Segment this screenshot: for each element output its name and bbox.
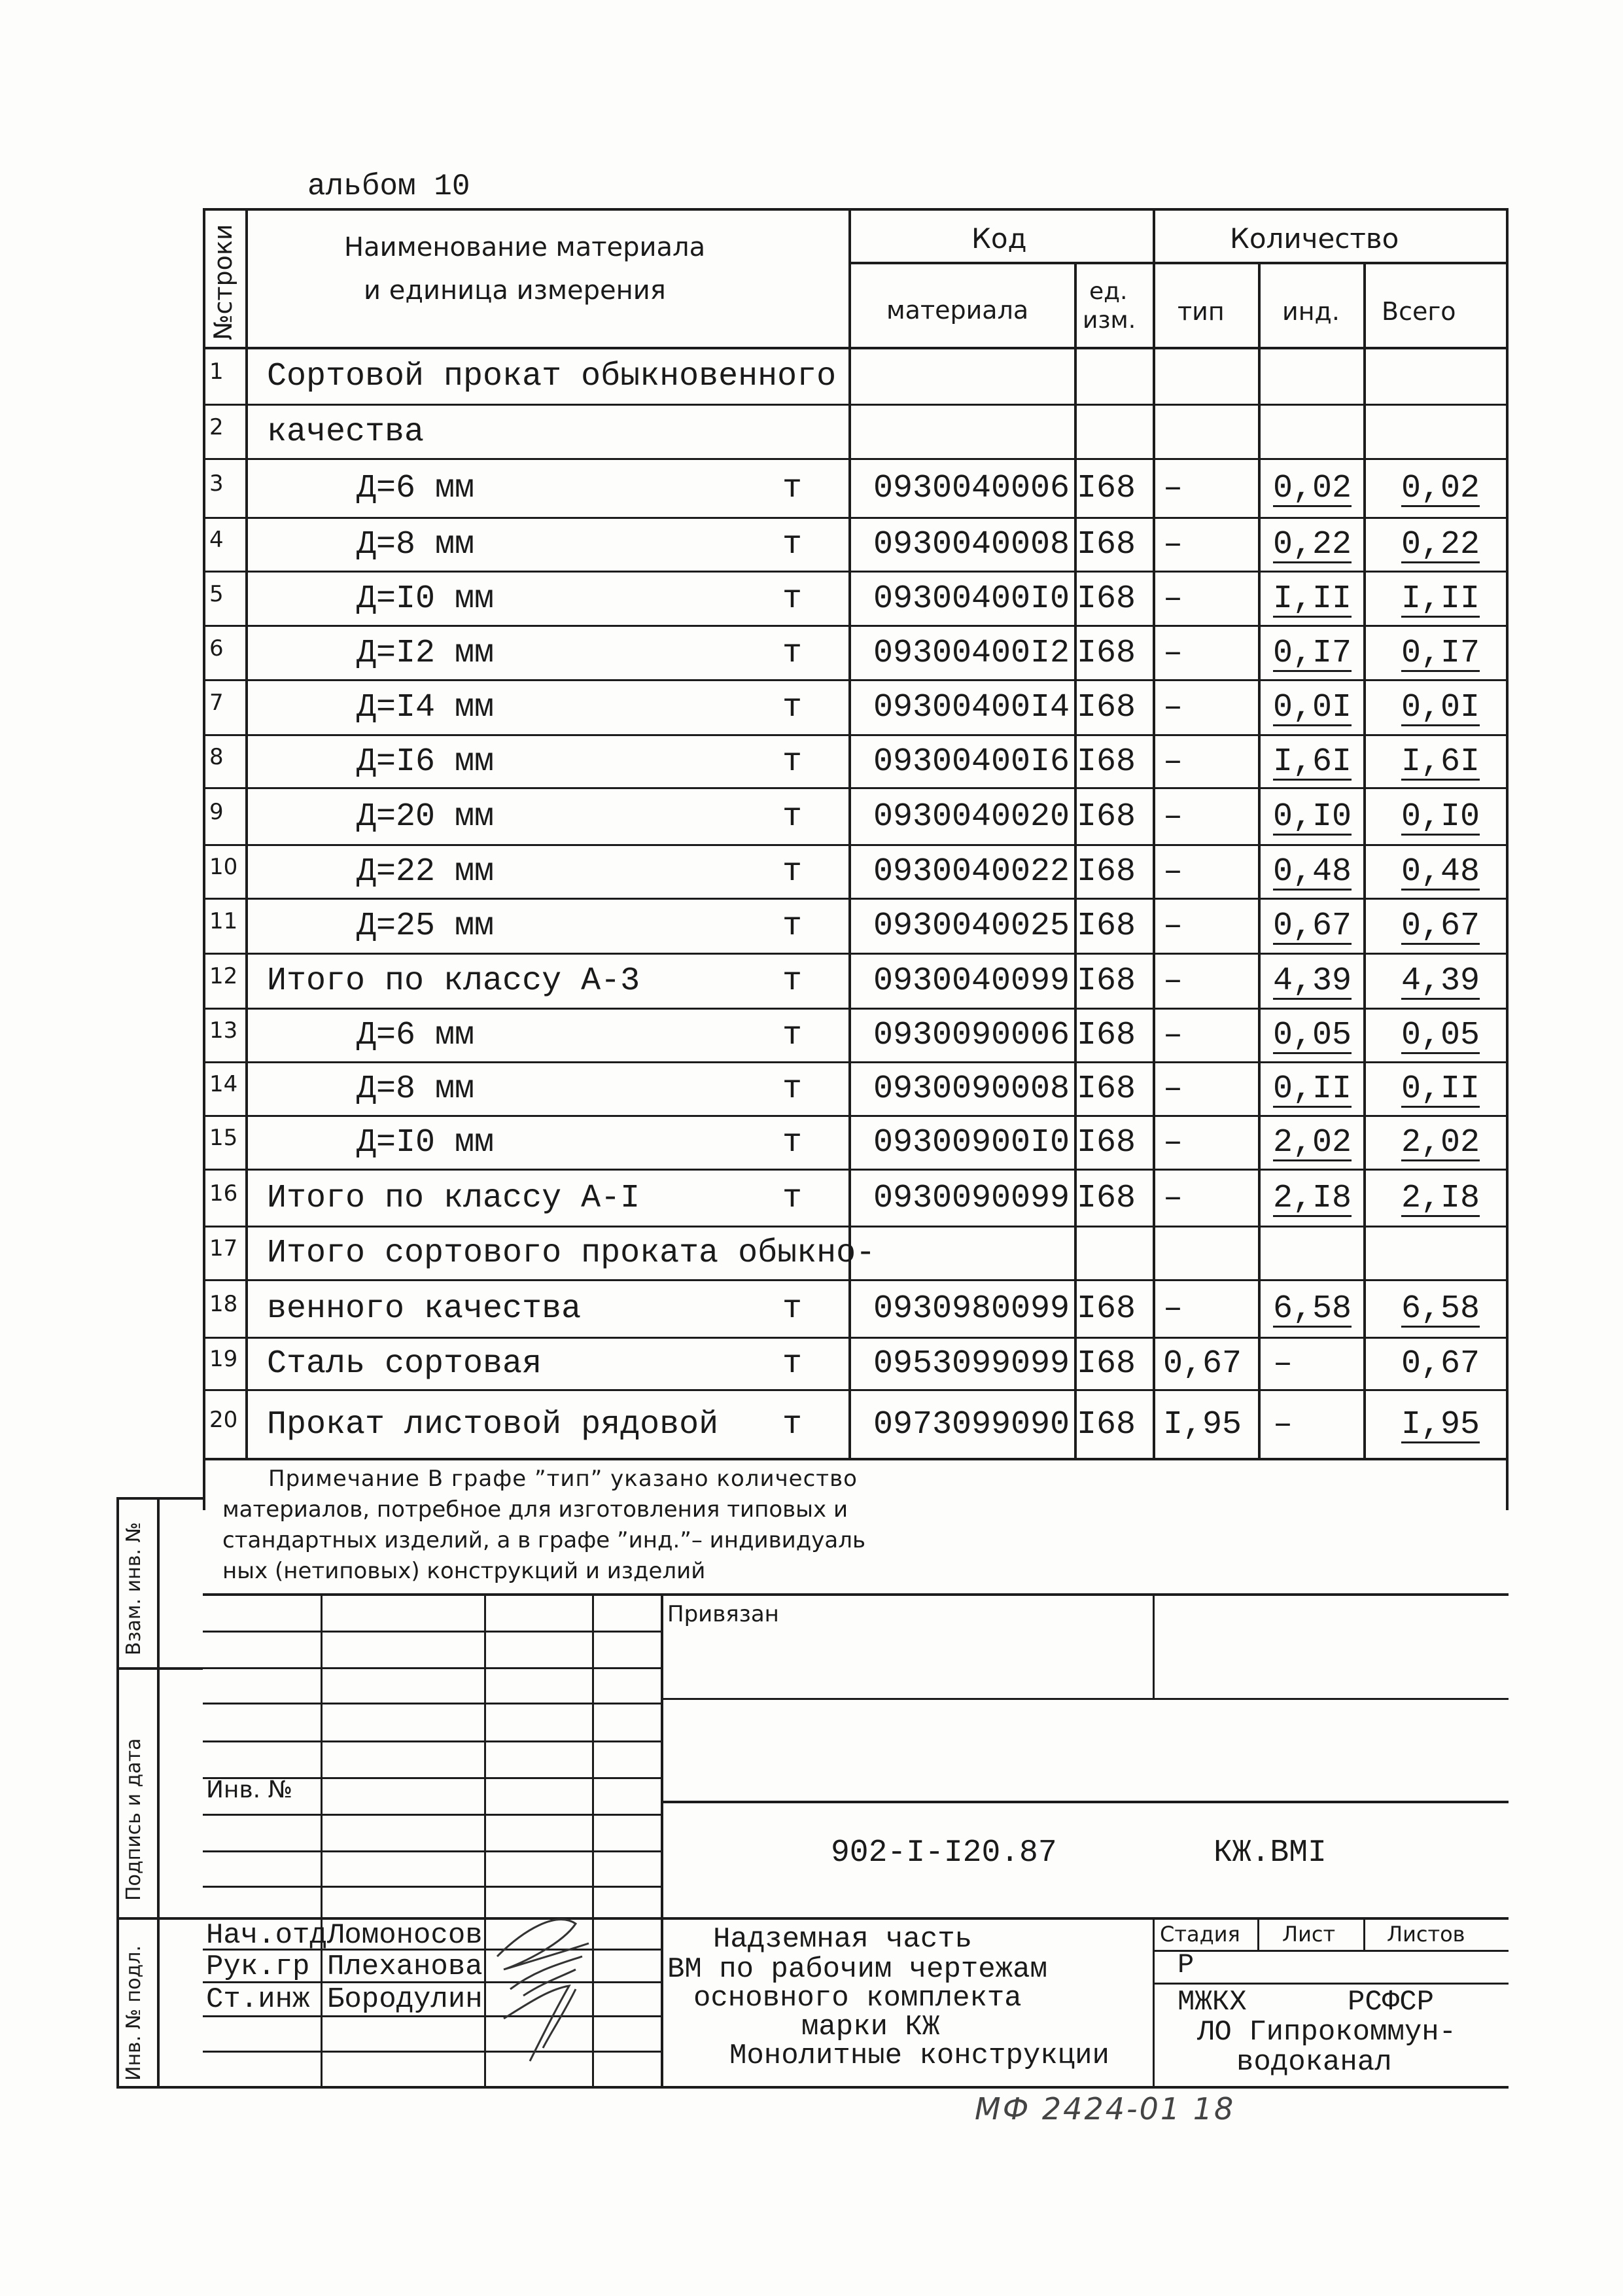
privyazan-label: Привязан	[667, 1601, 779, 1627]
material-name: Д=I0 мм	[357, 1124, 495, 1161]
unit-of-measure: т	[782, 1070, 803, 1108]
quantity-total: 2,02	[1401, 1124, 1480, 1161]
quantity-header: Количество	[1230, 222, 1399, 255]
quantity-total: 0,I7	[1401, 635, 1480, 672]
quantity-typ: –	[1163, 689, 1183, 726]
quantity-ind: I,II	[1273, 580, 1352, 618]
quantity-ind: 0,I7	[1273, 635, 1352, 672]
quantity-ind: 4,39	[1273, 963, 1352, 1000]
row-number: 10	[209, 854, 238, 880]
row-number: 18	[209, 1291, 238, 1317]
quantity-ind: –	[1273, 1345, 1293, 1383]
material-code: 0930040022	[873, 853, 1070, 891]
material-code: 0930040020	[873, 798, 1070, 836]
row-number: 17	[209, 1235, 238, 1262]
quantity-typ: –	[1163, 580, 1183, 618]
staff-name-1: Ломоносов	[327, 1919, 483, 1952]
quantity-ind: 0,II	[1273, 1070, 1352, 1108]
quantity-ind: 0,67	[1273, 908, 1352, 945]
quantity-typ: –	[1163, 1070, 1183, 1108]
document-code: 902-I-I20.87	[831, 1835, 1057, 1871]
row-number: 5	[209, 581, 224, 607]
staff-role-1: Нач.отд	[206, 1919, 327, 1952]
unit-of-measure: т	[782, 1124, 803, 1161]
quantity-typ: –	[1163, 526, 1183, 563]
material-name: Д=I4 мм	[357, 689, 495, 726]
unit-of-measure: т	[782, 908, 803, 945]
quantity-ind: 2,02	[1273, 1124, 1352, 1161]
unit-code: I68	[1077, 798, 1136, 836]
quantity-ind: –	[1273, 1406, 1293, 1443]
quantity-total: 0,II	[1401, 1070, 1480, 1108]
quantity-total: 0,48	[1401, 853, 1480, 891]
material-name: Д=6 мм	[357, 470, 475, 507]
material-code: 0930980099	[873, 1290, 1070, 1328]
unit-of-measure: т	[782, 743, 803, 781]
side-label-vzam: Взам. инв. №	[122, 1522, 145, 1655]
material-code: 09300400I4	[873, 689, 1070, 726]
row-number: 8	[209, 744, 224, 770]
unit-code: I68	[1077, 1124, 1136, 1161]
unit-code: I68	[1077, 526, 1136, 563]
name-header-line1: Наименование материала	[344, 232, 706, 262]
material-name: Итого по классу А-I	[267, 1180, 640, 1217]
title-line-1: Надземная часть	[713, 1923, 973, 1956]
material-name: Сталь сортовая	[267, 1345, 542, 1383]
row-number: 9	[209, 799, 224, 825]
unit-code-header-line2: изм.	[1083, 307, 1136, 334]
sheet-label: Лист	[1282, 1922, 1336, 1947]
unit-code: I68	[1077, 1406, 1136, 1443]
unit-code: I68	[1077, 580, 1136, 618]
quantity-total: I,II	[1401, 580, 1480, 618]
material-name: Д=8 мм	[357, 526, 475, 563]
unit-code: I68	[1077, 1180, 1136, 1217]
unit-code: I68	[1077, 470, 1136, 507]
quantity-typ: –	[1163, 853, 1183, 891]
unit-code: I68	[1077, 1345, 1136, 1383]
material-name: Сортовой прокат обыкновенного	[267, 358, 837, 395]
material-code: 0930040099	[873, 963, 1070, 1000]
quantity-total: I,95	[1401, 1406, 1480, 1443]
material-code: 0930040025	[873, 908, 1070, 945]
row-number-header: №строки	[209, 224, 237, 340]
quantity-total: 0,02	[1401, 470, 1480, 507]
quantity-typ: –	[1163, 798, 1183, 836]
unit-of-measure: т	[782, 689, 803, 726]
quantity-ind: I,6I	[1273, 743, 1352, 781]
row-number: 20	[209, 1407, 238, 1433]
unit-code: I68	[1077, 743, 1136, 781]
material-name: венного качества	[267, 1290, 582, 1328]
title-line-5: Монолитные конструкции	[729, 2040, 1109, 2072]
row-number: 14	[209, 1071, 238, 1097]
quantity-ind: 0,48	[1273, 853, 1352, 891]
ind-header: инд.	[1282, 297, 1340, 326]
quantity-total: 0,67	[1401, 1345, 1480, 1383]
quantity-typ: I,95	[1163, 1406, 1242, 1443]
unit-code: I68	[1077, 908, 1136, 945]
inv-no-label: Инв. №	[206, 1776, 293, 1803]
quantity-typ: –	[1163, 635, 1183, 672]
unit-code: I68	[1077, 635, 1136, 672]
quantity-total: 0,05	[1401, 1017, 1480, 1054]
material-name: Д=I0 мм	[357, 580, 495, 618]
unit-of-measure: т	[782, 853, 803, 891]
unit-of-measure: т	[782, 635, 803, 672]
title-line-2: ВМ по рабочим чертежам	[667, 1953, 1047, 1986]
quantity-typ: –	[1163, 908, 1183, 945]
material-code-header: материала	[886, 296, 1029, 325]
material-name: Д=I6 мм	[357, 743, 495, 781]
title-line-3: основного комплекта	[693, 1982, 1022, 2015]
note-line-4: ных (нетиповых) конструкций и изделий	[222, 1558, 706, 1584]
quantity-typ: –	[1163, 470, 1183, 507]
signatures	[484, 1904, 615, 2087]
material-code: 0930090008	[873, 1070, 1070, 1108]
quantity-total: 0,67	[1401, 908, 1480, 945]
material-name: Прокат листовой рядовой	[267, 1406, 719, 1443]
side-label-inv: Инв. № подл.	[122, 1945, 145, 2081]
material-code: 09300400I0	[873, 580, 1070, 618]
quantity-typ: –	[1163, 1124, 1183, 1161]
total-header: Всего	[1382, 297, 1456, 326]
row-number: 1	[209, 359, 224, 385]
quantity-typ: –	[1163, 1180, 1183, 1217]
handwritten-archive-number: МФ 2424-01 18	[975, 2091, 1236, 2127]
unit-of-measure: т	[782, 470, 803, 507]
quantity-ind: 0,02	[1273, 470, 1352, 507]
unit-of-measure: т	[782, 1406, 803, 1443]
material-name: Д=22 мм	[357, 853, 495, 891]
quantity-typ: 0,67	[1163, 1345, 1242, 1383]
material-code: 0930040006	[873, 470, 1070, 507]
typ-header: тип	[1178, 297, 1225, 326]
material-code: 0930040008	[873, 526, 1070, 563]
org-line-3: водоканал	[1236, 2046, 1392, 2079]
staff-name-3: Бородулин	[327, 1983, 483, 2016]
quantity-total: 0,I0	[1401, 798, 1480, 836]
unit-of-measure: т	[782, 1290, 803, 1328]
unit-code-header-line1: ед.	[1089, 278, 1128, 305]
unit-of-measure: т	[782, 1345, 803, 1383]
row-number: 16	[209, 1180, 238, 1207]
org-republic: РСФСР	[1348, 1986, 1435, 2019]
unit-code: I68	[1077, 1290, 1136, 1328]
quantity-total: 0,0I	[1401, 689, 1480, 726]
unit-code: I68	[1077, 963, 1136, 1000]
row-number: 3	[209, 470, 224, 497]
quantity-ind: 0,22	[1273, 526, 1352, 563]
unit-of-measure: т	[782, 1017, 803, 1054]
quantity-ind: 2,I8	[1273, 1180, 1352, 1217]
unit-of-measure: т	[782, 963, 803, 1000]
material-name: Итого по классу А-3	[267, 963, 640, 1000]
note-line-2: материалов, потребное для изготовления типовых и	[222, 1496, 848, 1523]
org-line-2: ЛО Гипрокоммун-	[1197, 2016, 1457, 2049]
note-line-1: Примечание В графе ”тип” указано количество	[268, 1466, 858, 1492]
name-header-line2: и единица измерения	[364, 275, 666, 306]
quantity-ind: 6,58	[1273, 1290, 1352, 1328]
quantity-ind: 0,I0	[1273, 798, 1352, 836]
unit-of-measure: т	[782, 1180, 803, 1217]
material-name: Д=6 мм	[357, 1017, 475, 1054]
document-mark: КЖ.ВМI	[1213, 1835, 1327, 1871]
unit-of-measure: т	[782, 798, 803, 836]
material-code: 09300400I2	[873, 635, 1070, 672]
row-number: 11	[209, 908, 238, 934]
album-label: альбом 10	[307, 169, 470, 203]
side-label-podpis: Подпись и дата	[122, 1738, 145, 1901]
row-number: 12	[209, 963, 238, 989]
material-name: качества	[267, 414, 425, 451]
unit-code: I68	[1077, 689, 1136, 726]
staff-role-3: Ст.инж	[206, 1983, 310, 2016]
unit-code: I68	[1077, 1070, 1136, 1108]
code-header: Код	[971, 222, 1027, 255]
note-line-3: стандартных изделий, а в графе ”инд.”– индивидуаль	[222, 1527, 865, 1553]
row-number: 13	[209, 1017, 238, 1044]
stage-value: Р	[1178, 1949, 1195, 1981]
org-ministry: МЖКХ	[1178, 1986, 1247, 2019]
material-name: Д=20 мм	[357, 798, 495, 836]
material-code: 0973099090	[873, 1406, 1070, 1443]
quantity-ind: 0,0I	[1273, 689, 1352, 726]
quantity-typ: –	[1163, 1290, 1183, 1328]
unit-of-measure: т	[782, 580, 803, 618]
quantity-total: 6,58	[1401, 1290, 1480, 1328]
material-name: Д=I2 мм	[357, 635, 495, 672]
row-number: 2	[209, 414, 224, 440]
quantity-typ: –	[1163, 1017, 1183, 1054]
quantity-total: 0,22	[1401, 526, 1480, 563]
quantity-total: 4,39	[1401, 963, 1480, 1000]
material-name: Д=25 мм	[357, 908, 495, 945]
row-number: 15	[209, 1125, 238, 1151]
row-number: 6	[209, 635, 224, 662]
title-line-4: марки КЖ	[801, 2011, 940, 2043]
stage-label: Стадия	[1160, 1922, 1240, 1947]
material-code: 09300400I6	[873, 743, 1070, 781]
quantity-ind: 0,05	[1273, 1017, 1352, 1054]
staff-name-2: Плеханова	[327, 1951, 483, 1983]
row-number: 4	[209, 527, 224, 553]
sheets-label: Листов	[1387, 1922, 1465, 1947]
quantity-typ: –	[1163, 743, 1183, 781]
material-name: Д=8 мм	[357, 1070, 475, 1108]
unit-of-measure: т	[782, 526, 803, 563]
staff-role-2: Рук.гр	[206, 1951, 310, 1983]
material-code: 0930090099	[873, 1180, 1070, 1217]
material-code: 0953099099	[873, 1345, 1070, 1383]
quantity-total: 2,I8	[1401, 1180, 1480, 1217]
quantity-total: I,6I	[1401, 743, 1480, 781]
material-code: 0930090006	[873, 1017, 1070, 1054]
material-name: Итого сортового проката обыкно-	[267, 1235, 876, 1272]
row-number: 7	[209, 690, 224, 716]
unit-code: I68	[1077, 853, 1136, 891]
unit-code: I68	[1077, 1017, 1136, 1054]
material-code: 09300900I0	[873, 1124, 1070, 1161]
row-number: 19	[209, 1346, 238, 1372]
quantity-typ: –	[1163, 963, 1183, 1000]
